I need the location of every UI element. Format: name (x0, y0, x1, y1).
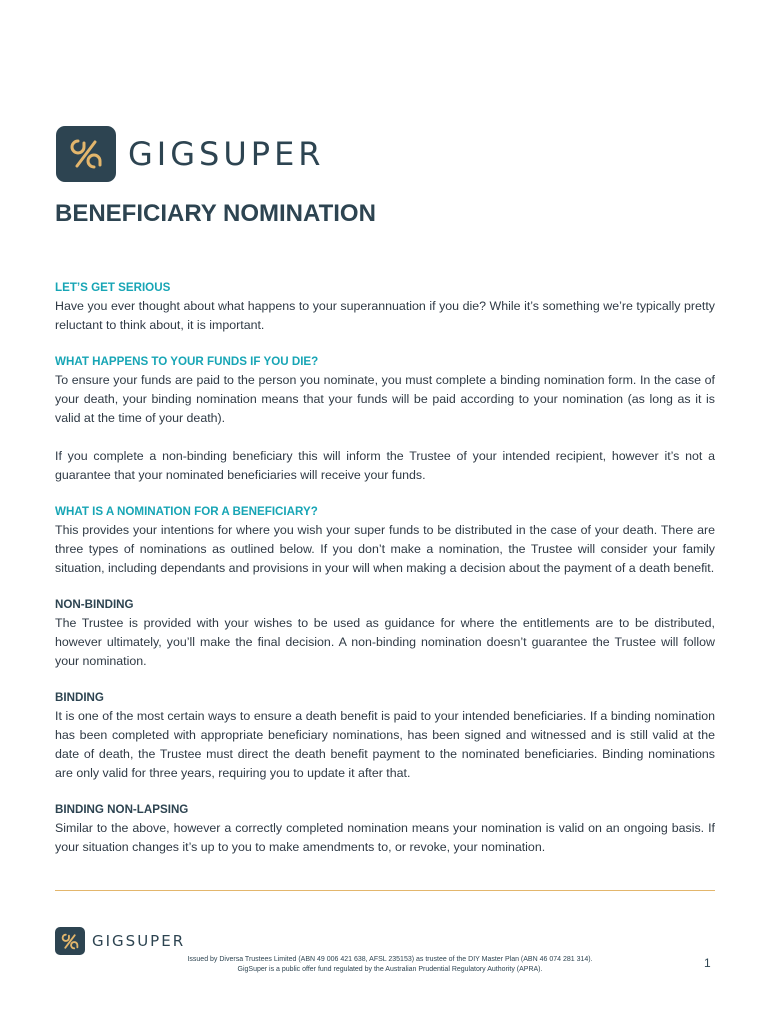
footer-logo (55, 927, 185, 955)
section-paragraph: The Trustee is provided with your wishes to be used as guidance for where the entitlements are to be distributed, however ultimately, you’ll make the final decision. A non-binding nomination doesn’t guarantee the Trustee will follow your nomination. (55, 616, 715, 668)
gigsuper-wordmark: GIGSUPER (128, 135, 325, 173)
document-body (55, 278, 715, 874)
section-heading: BINDING NON-LAPSING (55, 803, 189, 816)
issued-line: Issued by Diversa Trustees Limited (ABN 49 006 421 638, AFSL 235153) as trustee of the DIY Master Plan (ABN 46 074 281 314). (187, 956, 593, 963)
section-what-is-nomination (55, 502, 715, 578)
gigsuper-logo-icon (55, 927, 85, 955)
section-paragraph: Have you ever thought about what happens to your superannuation if you die? While it’s something we’re typically pretty reluctant to think about, it is important. (55, 299, 715, 332)
section-paragraph: Similar to the above, however a correctly completed nomination means your nomination is valid on an ongoing basis. If your situation changes it’s up to you to make amendments to, or revoke, your nomination. (55, 821, 715, 854)
page-number: 1 (704, 956, 711, 970)
section-paragraph: This provides your intentions for where you wish your super funds to be distributed in the case of your death. There are three types of nominations as outlined below. If you don’t make a nomination, the Trustee will consider your family situation, including dependants and provisions in your will when making a decision about the payment of a death benefit. (55, 523, 715, 575)
issued-by-text (140, 955, 640, 974)
section-paragraph: To ensure your funds are paid to the person you nominate, you must complete a binding nomination form. In the case of your death, your binding nomination means that your funds will be paid according to your nomination (as long as it is valid at the time of your death). (55, 373, 715, 425)
gigsuper-logo-icon (56, 126, 116, 182)
section-binding-non-lapsing (55, 800, 715, 857)
footer-wordmark: GIGSUPER (92, 932, 186, 950)
section-binding (55, 688, 715, 783)
section-heading: LET’S GET SERIOUS (55, 281, 171, 294)
section-paragraph: It is one of the most certain ways to ensure a death benefit is paid to your intended beneficiaries. If a binding nomination has been completed with appropriate beneficiary nominations, has been signed and witnessed and is still valid at the date of death, the Trustee must direct the death benefit payment to the nominated beneficiaries. Binding nominations are only valid for three years, requiring you to update it after that. (55, 709, 715, 780)
issued-line: GigSuper is a public offer fund regulated by the Australian Prudential Regulatory Authority (APRA). (237, 965, 543, 973)
footer-divider (55, 890, 715, 891)
section-heading: BINDING (55, 691, 104, 704)
section-heading: WHAT IS A NOMINATION FOR A BENEFICIARY? (55, 505, 318, 518)
section-heading: NON-BINDING (55, 598, 134, 611)
gigsuper-logo (56, 126, 325, 182)
section-non-binding (55, 595, 715, 671)
page-title: BENEFICIARY NOMINATION (55, 200, 376, 227)
section-lets-get-serious (55, 278, 715, 335)
section-what-happens (55, 352, 715, 485)
section-paragraph: If you complete a non-binding beneficiary this will inform the Trustee of your intended recipient, however it’s not a guarantee that your nominated beneficiaries will receive your funds. (55, 449, 715, 482)
section-heading: WHAT HAPPENS TO YOUR FUNDS IF YOU DIE? (55, 355, 319, 368)
